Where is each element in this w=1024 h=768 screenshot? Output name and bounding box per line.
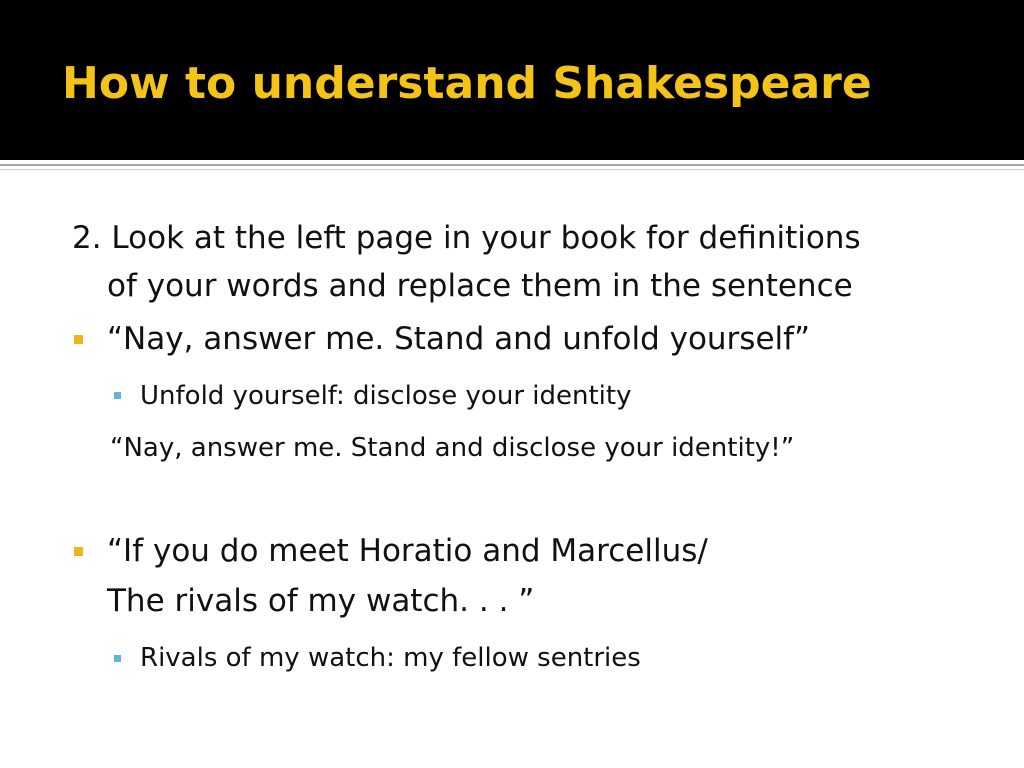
- bullet-2-text-line-1: “If you do meet Horatio and Marcellus/: [107, 533, 708, 569]
- bullet-1-text: “Nay, answer me. Stand and unfold yourself”: [107, 321, 811, 357]
- sub-bullet-square-icon: [114, 392, 121, 399]
- slide-title: How to understand Shakespeare: [62, 58, 872, 109]
- intro-line-2: of your words and replace them in the sentence: [107, 268, 853, 304]
- bullet-2-sub: Rivals of my watch: my fellow sentries: [140, 643, 641, 673]
- bullet-1-result: “Nay, answer me. Stand and disclose your identity!”: [110, 433, 795, 463]
- bullet-1-sub: Unfold yourself: disclose your identity: [140, 381, 632, 411]
- bullet-2-text-line-2: The rivals of my watch. . . ”: [107, 583, 535, 619]
- intro-line-1: 2. Look at the left page in your book for definitions: [72, 220, 861, 256]
- bullet-square-icon: [74, 335, 83, 344]
- bullet-square-icon: [74, 547, 83, 556]
- sub-bullet-square-icon: [114, 655, 121, 662]
